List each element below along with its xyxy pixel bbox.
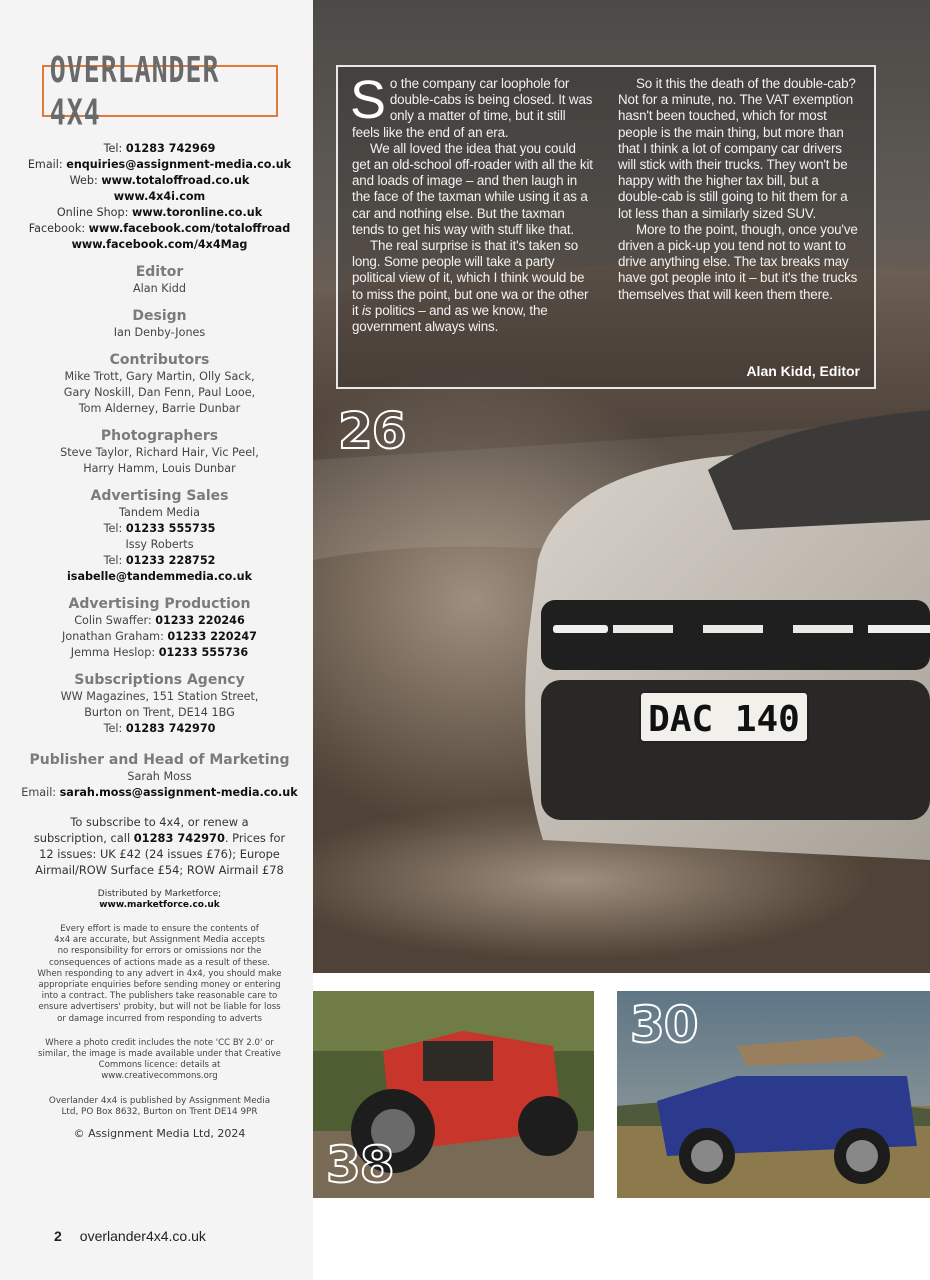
contributors-line: Tom Alderney, Barrie Dunbar [78, 402, 241, 415]
subscribe-line: subscription, call [33, 831, 134, 845]
production-person: Jonathan Graham: [62, 630, 168, 643]
distributed-by: Distributed by Marketforce; [97, 889, 222, 899]
facebook-link[interactable]: www.facebook.com/totaloffroad [88, 222, 291, 235]
masthead-column [0, 141, 313, 1142]
publisher-email[interactable]: sarah.moss@assignment-media.co.uk [59, 786, 298, 799]
headlight-right [868, 625, 930, 633]
disclaimer-line: Every effort is made to ensure the contents of [60, 924, 259, 934]
published-by-line: Ltd, PO Box 8632, Burton on Trent DE14 9PR [61, 1107, 258, 1118]
page-ref-38[interactable]: 38 [326, 1136, 394, 1194]
editorial-paragraph: o the company car loophole for double-cabs is being closed. It was only a matter of time, but it still feels like the end of an era. [352, 76, 593, 140]
plate-text: DAC 140 [648, 699, 800, 740]
shop-link[interactable]: www.toronline.co.uk [131, 206, 263, 219]
tel-label: Tel: [103, 142, 126, 155]
subscribe-line: To subscribe to 4x4, or renew a [70, 815, 249, 829]
vehicle-window [423, 1041, 493, 1081]
page-ref-30[interactable]: 30 [630, 996, 698, 1054]
disclaimer [6, 924, 313, 1025]
front-grille [541, 600, 930, 670]
ad-sales-company: Tandem Media [119, 506, 200, 519]
editorial-column-left [350, 70, 596, 335]
tel-number[interactable]: 01283 742969 [125, 142, 216, 155]
masthead-sidebar [0, 0, 313, 1280]
publisher-heading: Publisher and Head of Marketing [29, 752, 290, 768]
editorial-paragraph: We all loved the idea that you could get an old-school off-roader with all the kit and loads of image – and then laugh in the face of the taxman while using it as a car and nothing else. But the taxman tends to get his way with stuff like that. [352, 140, 593, 237]
disclaimer-line: or damage incurred from responding to adverts [57, 1013, 262, 1024]
ad-production-section [6, 595, 313, 661]
email-label: Email: [21, 786, 60, 799]
web-link-2[interactable]: www.4x4i.com [113, 190, 206, 203]
editorial-paragraph: The real surprise is that it's taken so long. Some people will take a party political view of it, which I think would be to miss the point, but one wa or the other it [352, 238, 589, 318]
web-link[interactable]: www.totaloffroad.co.uk [101, 174, 250, 187]
facebook-link-2[interactable]: www.facebook.com/4x4Mag [71, 238, 248, 251]
editorial-emphasis: is [361, 302, 372, 318]
ad-sales-section [6, 487, 313, 585]
contributors-line: Mike Trott, Gary Martin, Olly Sack, [64, 370, 255, 383]
disclaimer-line: into a contract. The publishers take reasonable care to [41, 991, 278, 1002]
editorial-column-right [618, 76, 862, 335]
editorial-paragraph: More to the point, though, once you've driven a pick-up you tend not to want to drive anything else. The tax breaks may have got people into it – but it's the trucks themselves that will keen them there. [618, 221, 858, 302]
published-by [6, 1096, 313, 1119]
drop-cap: S [350, 70, 386, 130]
publisher-section [6, 751, 313, 801]
photographers-line: Steve Taylor, Richard Hair, Vic Peel, [60, 446, 259, 459]
ad-sales-heading: Advertising Sales [90, 488, 229, 504]
subscribe-info [6, 814, 313, 878]
page-ref-26[interactable]: 26 [338, 402, 406, 460]
site-url[interactable]: overlander4x4.co.uk [79, 1228, 206, 1244]
page-number: 2 [54, 1228, 62, 1244]
agency-address: WW Magazines, 151 Station Street, [60, 690, 259, 703]
tel-label: Tel: [103, 722, 126, 735]
contact-block [6, 141, 313, 253]
photographers-heading: Photographers [100, 428, 219, 444]
editorial-box [336, 65, 876, 389]
page-footer [54, 1228, 206, 1244]
production-tel[interactable]: 01233 555736 [158, 646, 249, 659]
subscribe-line: . Prices for [224, 831, 286, 845]
wheel-hub [846, 1140, 878, 1172]
contributors-section [6, 351, 313, 417]
production-tel[interactable]: 01233 220246 [155, 614, 245, 627]
ad-sales-person: Issy Roberts [125, 538, 194, 551]
disclaimer-line: no responsibility for errors or omissions nor the [57, 946, 262, 957]
production-person: Jemma Heslop: [70, 646, 159, 659]
web-label: Web: [69, 174, 102, 187]
production-tel[interactable]: 01233 220247 [167, 630, 257, 643]
credit-line: similar, the image is made available under that Creative [38, 1049, 281, 1060]
disclaimer-line: appropriate enquiries before sending money or entering [38, 980, 281, 991]
editorial-paragraph: So it this the death of the double-cab? Not for a minute, no. The VAT exemption hasn't been touched, which for most people is the main thing, but more than that I think a lot of company car drivers will stick with their trucks. They won't be happy with the higher tax bill, but a double-cab is still going to hit them for a lot less than a similarly sized SUV. [618, 76, 856, 221]
photographers-section [6, 427, 313, 477]
agency-address: Burton on Trent, DE14 1BG [84, 706, 235, 719]
design-section [6, 307, 313, 341]
credit-line: Commons licence: details at [98, 1060, 221, 1071]
contributors-line: Gary Noskill, Dan Fenn, Paul Looe, [63, 386, 256, 399]
photographers-line: Harry Hamm, Louis Dunbar [83, 462, 236, 475]
shop-label: Online Shop: [56, 206, 132, 219]
headlight-left [553, 625, 608, 633]
disclaimer-line: ensure advertisers' probity, but will not be liable for loss [38, 1002, 281, 1013]
overlander-logo[interactable] [42, 48, 278, 134]
subscriptions-agency-heading: Subscriptions Agency [74, 672, 245, 688]
contributors-heading: Contributors [109, 352, 210, 368]
ad-sales-email[interactable]: isabelle@tandemmedia.co.uk [66, 570, 253, 583]
subscribe-line: Airmail/ROW Surface £54; ROW Airmail £78 [35, 863, 284, 877]
grille-bar [793, 625, 853, 633]
distribution-info [6, 889, 313, 911]
wheel-hub [691, 1140, 723, 1172]
marketforce-link[interactable]: www.marketforce.co.uk [99, 900, 220, 910]
production-person: Colin Swaffer: [74, 614, 156, 627]
facebook-label: Facebook: [28, 222, 89, 235]
publisher-name: Sarah Moss [127, 770, 192, 783]
subscribe-line: 12 issues: UK £42 (24 issues £76); Europe [39, 847, 280, 861]
editor-section [6, 263, 313, 297]
disclaimer-line: consequences of actions made as a result of these. [49, 957, 270, 968]
email-link[interactable]: enquiries@assignment-media.co.uk [66, 158, 292, 171]
tel-label: Tel: [103, 522, 126, 535]
ad-production-heading: Advertising Production [68, 596, 251, 612]
subscribe-tel[interactable]: 01283 742970 [133, 831, 225, 845]
editorial-paragraph: politics – and as we know, the government always wins. [352, 302, 548, 335]
disclaimer-line: When responding to any advert in 4x4, you should make [37, 968, 282, 979]
editor-heading: Editor [135, 264, 184, 280]
tel-label: Tel: [103, 554, 126, 567]
copyright: © Assignment Media Ltd, 2024 [73, 1127, 246, 1141]
published-by-line: Overlander 4x4 is published by Assignment Media [48, 1095, 271, 1106]
credit-line: Where a photo credit includes the note 'CC BY 2.0' or [45, 1037, 274, 1048]
design-heading: Design [132, 308, 187, 324]
ad-sales-tel[interactable]: 01233 555735 [125, 522, 216, 535]
design-name: Ian Denby-Jones [113, 326, 206, 339]
grille-bar [613, 625, 673, 633]
editor-name: Alan Kidd [133, 282, 186, 295]
ad-sales-tel-2[interactable]: 01233 228752 [125, 554, 216, 567]
creative-commons-link[interactable]: www.creativecommons.org [101, 1071, 218, 1082]
email-label: Email: [27, 158, 67, 171]
agency-tel[interactable]: 01283 742970 [125, 722, 216, 735]
grille-badge [703, 625, 763, 633]
subscriptions-agency-section [6, 671, 313, 737]
disclaimer-line: 4x4 are accurate, but Assignment Media accepts [54, 935, 265, 946]
editor-signature: Alan Kidd, Editor [746, 363, 860, 379]
logo-text: OVERLANDER 4X4 [49, 48, 220, 134]
wheel [518, 1096, 578, 1156]
photo-credit-note [6, 1038, 313, 1083]
